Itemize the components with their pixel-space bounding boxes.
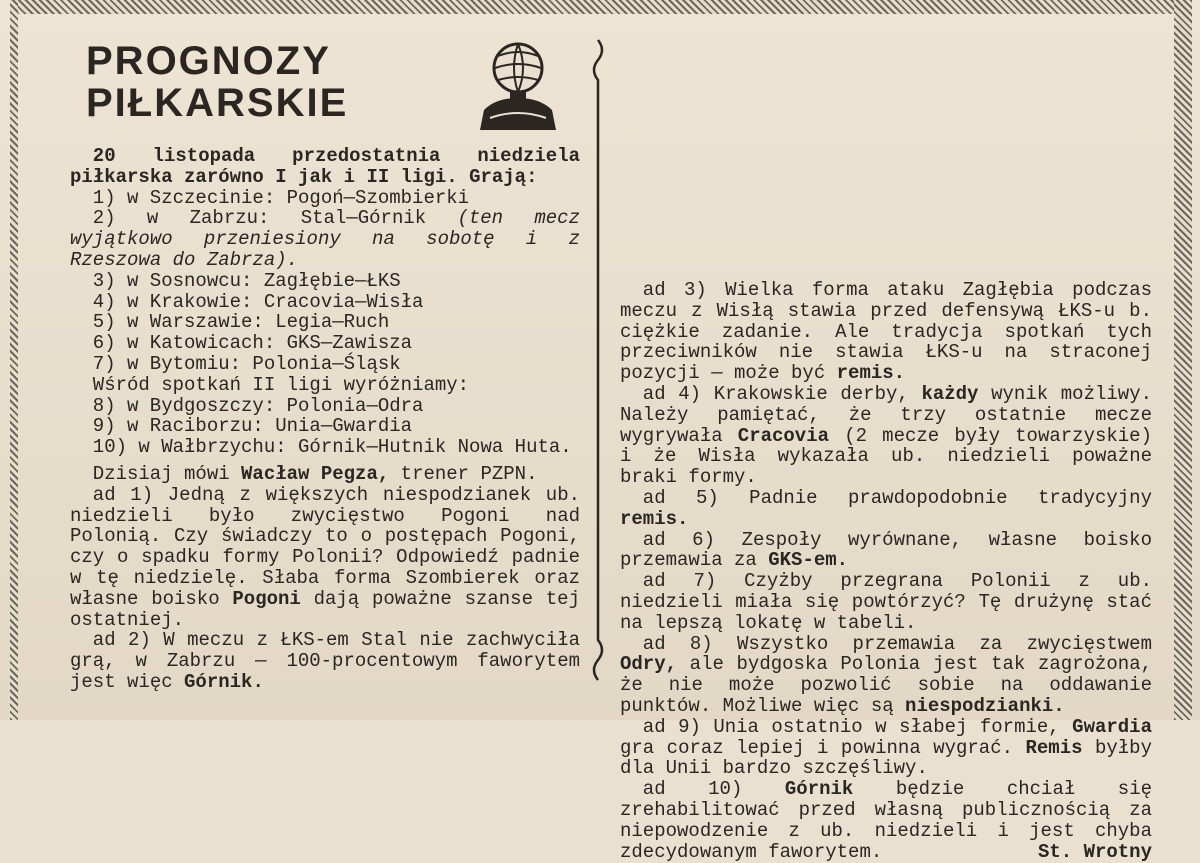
- team-highlight: Górnik: [784, 778, 854, 801]
- commentary-ad9: [620, 717, 1152, 779]
- match-item: 6) w Katowicach: GKS—Zawisza: [92, 332, 413, 355]
- speaker-role: trener PZPN.: [389, 462, 538, 485]
- commentary-text: ad 4) Krakowskie derby,: [642, 382, 922, 405]
- left-column: [70, 146, 580, 693]
- team-highlight: Cracovia: [737, 424, 830, 447]
- match-item: 1) w Szczecinie: Pogoń—Szombierki: [92, 186, 470, 209]
- commentary-text: ad 10): [642, 778, 785, 801]
- team-highlight: remis.: [836, 362, 906, 385]
- article-title: [86, 40, 348, 124]
- team-highlight: Gwardia: [1072, 715, 1152, 738]
- commentary-text: ad 5) Padnie prawdopodobnie tradycyjny: [642, 486, 1152, 509]
- title-line-2: PIŁKARSKIE: [86, 81, 349, 125]
- commentary-ad7: ad 7) Czyżby przegrana Polonii z ub. niedzieli miała się powtórzyć? Tę drużynę stać na lepszą lokatę w tabeli.: [620, 570, 1152, 634]
- match-item: 5) w Warszawie: Legia—Ruch: [92, 311, 390, 334]
- team-highlight: Pogoni: [232, 587, 301, 610]
- commentary-text: ad 8) Wszystko przemawia za zwycięstwem: [642, 632, 1152, 655]
- commentary-ad8: [620, 634, 1152, 717]
- commentary-text: ad 6) Zespoły wyrównane, własne boisko przemawia za: [620, 528, 1152, 572]
- commentary-text: ale bydgoska Polonia jest tak zagrożona, że nie może pozwolić sobie na oddawanie punktów. Możliwe więc są: [620, 653, 1152, 717]
- team-highlight: Odry,: [620, 653, 678, 676]
- commentary-ad4: [620, 384, 1152, 488]
- commentary-ad3: [620, 280, 1152, 384]
- team-highlight: Górnik.: [184, 670, 264, 693]
- team-highlight: GKS-em.: [768, 549, 849, 572]
- title-line-1: PROGNOZY: [86, 39, 331, 83]
- frame-border-top: [10, 0, 1174, 14]
- commentary-text: ad 3) Wielka forma ataku Zagłębia podczas meczu z Wisłą stawia przed defensywą ŁKS-u b. ciężkie zadanie. Ale tradycja spotkań tych przeciwników nie stawia ŁKS-u na straconej pozycji — może być: [620, 279, 1152, 385]
- commentary-text: (2 mecze były towarzyskie) i że Wisła wykazała ub. niedzieli poważne braki formy.: [620, 424, 1152, 489]
- commentary-text: będzie chciał się zrehabilitować przed własną publicznością za niepowodzenie z ub. niedzieli i jest chyba zdecydowanym faworytem.: [620, 778, 1152, 863]
- team-highlight: każdy: [921, 382, 979, 405]
- commentary-ad10: [620, 779, 1152, 862]
- commentary-text: ad 9) Unia ostatnio w słabej formie,: [642, 715, 1073, 738]
- intro-paragraph: 20 listopada przedostatnia niedziela piłkarska zarówno I jak i II ligi. Grają:: [70, 145, 580, 188]
- commentary-text: dają poważne szanse tej ostatniej.: [70, 587, 580, 631]
- commentary-text: gra coraz lepiej i powinna wygrać.: [620, 736, 1026, 759]
- second-league-matches: [70, 396, 580, 458]
- speaker-prefix: Dzisiaj mówi: [92, 462, 242, 485]
- commentary-ad5: [620, 488, 1152, 530]
- match-item: [70, 208, 580, 270]
- first-league-matches: [70, 188, 580, 375]
- football-head-icon: [468, 38, 568, 134]
- commentary-text: ad 1) Jedną z większych niespodzianek ub. niedzieli było zwycięstwo Pogoni nad Polonią. Czy świadczy to o postępach Pogoni, czy o spadku formy Polonii? Odpowiedź padnie w tę niedzielę. Słaba forma Szombierek oraz własne boisko: [70, 483, 580, 610]
- author-signature: St. Wrotny: [1037, 840, 1152, 863]
- team-highlight: niespodzianki.: [905, 694, 1065, 717]
- match-item: 3) w Sosnowcu: Zagłębie—ŁKS: [92, 269, 401, 292]
- match-item: 7) w Bytomiu: Polonia—Śląsk: [92, 352, 401, 375]
- commentary-text: wynik możliwy. Należy pamiętać, że trzy ostatnie mecze wygrywała: [620, 382, 1152, 447]
- column-divider: [588, 40, 608, 680]
- match-note: (ten mecz wyjątkowo przeniesiony na sobotę i z Rzeszowa do Zabrza).: [70, 207, 580, 271]
- frame-border-right: [1174, 0, 1192, 720]
- commentary-ad6: [620, 530, 1152, 572]
- commentary-ad2: [70, 630, 580, 692]
- commentary-text: byłby dla Unii bardzo szczęśliwy.: [620, 736, 1152, 780]
- match-item: 10) w Wałbrzychu: Górnik—Hutnik Nowa Huta.: [92, 436, 572, 459]
- frame-border-left: [10, 0, 18, 720]
- commentary-ad1: [70, 485, 580, 631]
- match-label: 2) w Zabrzu: Stal—Górnik: [92, 207, 427, 230]
- speaker-line: [70, 464, 580, 485]
- speaker-name: Wacław Pegza,: [241, 462, 390, 485]
- match-item: 9) w Raciborzu: Unia—Gwardia: [92, 415, 413, 438]
- team-highlight: Remis: [1025, 736, 1083, 759]
- team-highlight: remis.: [620, 507, 689, 530]
- second-league-intro: Wśród spotkań II ligi wyróżniamy:: [92, 373, 470, 396]
- match-item: 8) w Bydgoszczy: Polonia—Odra: [92, 394, 424, 417]
- right-column: [620, 280, 1152, 862]
- match-item: 4) w Krakowie: Cracovia—Wisła: [92, 290, 424, 313]
- commentary-text: ad 2) W meczu z ŁKS-em Stal nie zachwyciła grą, w Zabrzu — 100-procentowym faworytem jest więc: [70, 629, 580, 693]
